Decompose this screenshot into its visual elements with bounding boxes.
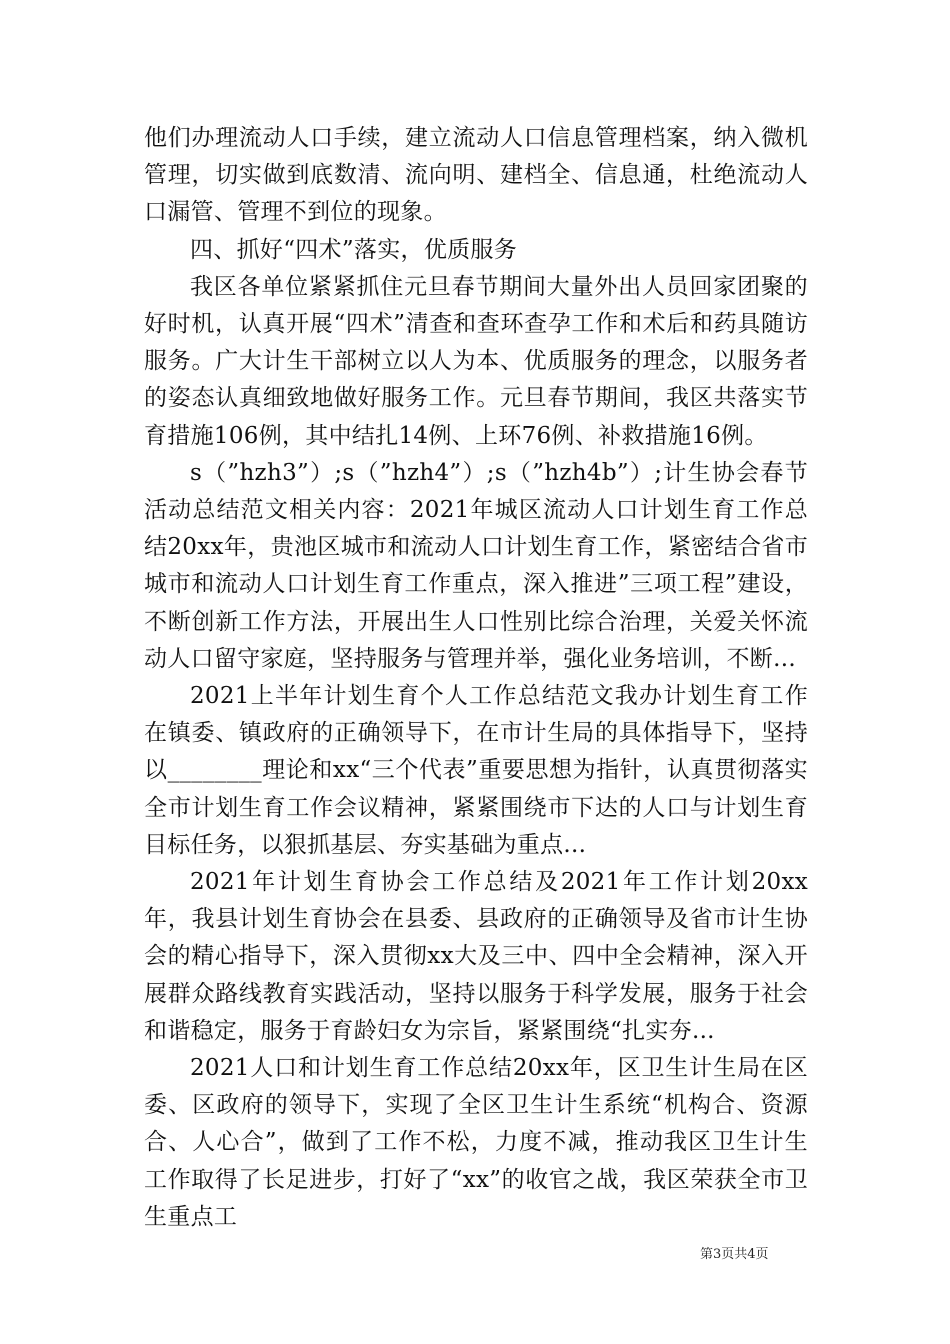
paragraph: 2021年计划生育协会工作总结及2021年工作计划20xx年，我县计划生育协会在县委、县政府的正确领导及省市计生协会的精心指导下，深入贯彻xx大及三中、四中全会精神，深入开展群众路线教育实践活动，坚持以服务于科学发展，服务于社会和谐稳定，服务于育龄妇女为宗旨，紧紧围绕“扎实夯...	[144, 869, 808, 1044]
paragraph: s（”hzh3”）;s（”hzh4”）;s（”hzh4b”）;计生协会春节活动总结范文相关内容：2021年城区流动人口计划生育工作总结20xx年，贵池区城市和流动人口计划生育工作，紧密结合省市城市和流动人口计划生育工作重点，深入推进”三项工程”建设，不断创新工作方法，开展出生人口性别比综合治理，关爱关怀流动人口留守家庭，坚持服务与管理并举，强化业务培训，不断...	[144, 459, 808, 672]
paragraph: 2021上半年计划生育个人工作总结范文我办计划生育工作在镇委、镇政府的正确领导下，在市计生局的具体指导下，坚持以________理论和xx“三个代表”重要思想为指针，认真贯彻落实全市计划生育工作会议精神，紧紧围绕市下达的人口与计划生育目标任务，以狠抓基层、夯实基础为重点...	[144, 683, 808, 858]
paragraph: 我区各单位紧紧抓住元旦春节期间大量外出人员回家团聚的好时机，认真开展“四术”清查和查环查孕工作和术后和药具随访服务。广大计生干部树立以人为本、优质服务的理念，以服务者的姿态认真细致地做好服务工作。元旦春节期间，我区共落实节育措施106例，其中结扎14例、上环76例、补救措施16例。	[144, 273, 808, 449]
page-number: 第3页共4页	[700, 1247, 769, 1262]
paragraph: 2021人口和计划生育工作总结20xx年，区卫生计生局在区委、区政府的领导下，实现了全区卫生计生系统“机构合、资源合、人心合”，做到了工作不松，力度不减，推动我区卫生计生工作取得了长足进步，打好了“xx”的收官之战，我区荣获全市卫生重点工	[144, 1055, 808, 1230]
paragraph-continuation: 他们办理流动人口手续，建立流动人口信息管理档案，纳入微机管理，切实做到底数清、流向明、建档全、信息通，杜绝流动人口漏管、管理不到位的现象。	[144, 125, 808, 226]
document-body	[144, 120, 808, 1236]
section-heading: 四、抓好“四术”落实，优质服务	[190, 236, 518, 263]
